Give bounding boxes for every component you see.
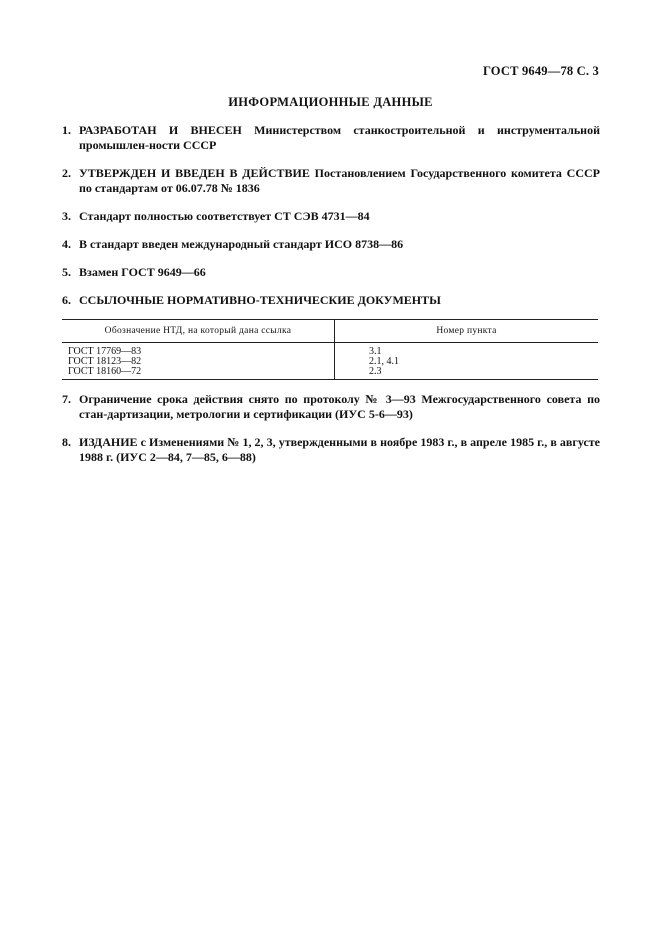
item-number: 4.	[62, 237, 71, 251]
item-text: Ограничение срока действия снято по протоколу № 3—93 Межгосударственного совета по стан-дартизации, метрологии и сертификации (ИУС 5-6—93)	[79, 392, 600, 421]
info-item-3	[62, 209, 600, 224]
doc-designation: ГОСТ 17769—83	[68, 346, 142, 357]
info-item-7	[62, 392, 600, 422]
item-lead: УТВЕРЖДЕН И ВВЕДЕН В ДЕЙСТВИЕ	[79, 166, 310, 180]
item-lead: ИЗДАНИЕ	[79, 435, 138, 449]
item-body	[79, 209, 600, 224]
doc-cell	[62, 343, 335, 380]
clause-number: 2.3	[369, 366, 382, 377]
column-header-clause: Номер пункта	[335, 320, 599, 343]
document-title: ИНФОРМАЦИОННЫЕ ДАННЫЕ	[228, 95, 433, 109]
info-item-8	[62, 435, 600, 465]
item-number: 5.	[62, 265, 71, 279]
page-header-ref: ГОСТ 9649—78 С. 3	[482, 64, 599, 78]
item-number: 1.	[62, 123, 71, 137]
clause-number: 3.1	[369, 346, 382, 357]
item-body	[79, 237, 600, 252]
info-item-5	[62, 265, 600, 280]
item-lead: ССЫЛОЧНЫЕ НОРМАТИВНО-ТЕХНИЧЕСКИЕ ДОКУМЕНТЫ	[79, 293, 441, 307]
clause-cell	[335, 343, 599, 380]
info-item-6	[62, 293, 600, 308]
item-text: с Изменениями № 1, 2, 3, утвержденными в ноябре 1983 г., в апреле 1985 г., в августе 1988 г. (ИУС 2—84, 7—85, 6—88)	[79, 435, 600, 464]
item-body	[79, 166, 600, 196]
item-text: В стандарт введен международный стандарт ИСО 8738—86	[79, 237, 404, 251]
info-item-2	[62, 166, 600, 196]
reference-documents-table	[62, 319, 598, 380]
item-body	[79, 293, 600, 308]
item-text: Министерством станкостроительной и инструментальной промышлен-ности СССР	[79, 123, 601, 152]
item-body	[79, 435, 600, 465]
clause-number: 2.1, 4.1	[369, 356, 399, 367]
item-number: 3.	[62, 209, 71, 223]
doc-designation: ГОСТ 18123—82	[68, 356, 142, 367]
item-body	[79, 265, 600, 280]
info-item-1	[62, 123, 600, 153]
table-header-row	[62, 320, 598, 343]
column-header-doc: Обозначение НТД, на который дана ссылка	[62, 320, 335, 343]
item-number: 8.	[62, 435, 71, 449]
item-number: 7.	[62, 392, 71, 406]
item-text: Постановлением Государственного комитета СССР по стандартам от 06.07.78 № 1836	[79, 166, 600, 195]
item-number: 2.	[62, 166, 71, 180]
item-text: Взамен ГОСТ 9649—66	[79, 265, 206, 279]
doc-designation: ГОСТ 18160—72	[68, 366, 142, 377]
info-items	[62, 123, 600, 478]
item-body	[79, 123, 600, 153]
info-item-4	[62, 237, 600, 252]
item-lead: РАЗРАБОТАН И ВНЕСЕН	[79, 123, 242, 137]
item-text: Стандарт полностью соответствует СТ СЭВ 4731—84	[79, 209, 370, 223]
item-body	[79, 392, 600, 422]
table-row	[62, 343, 598, 380]
item-number: 6.	[62, 293, 71, 307]
